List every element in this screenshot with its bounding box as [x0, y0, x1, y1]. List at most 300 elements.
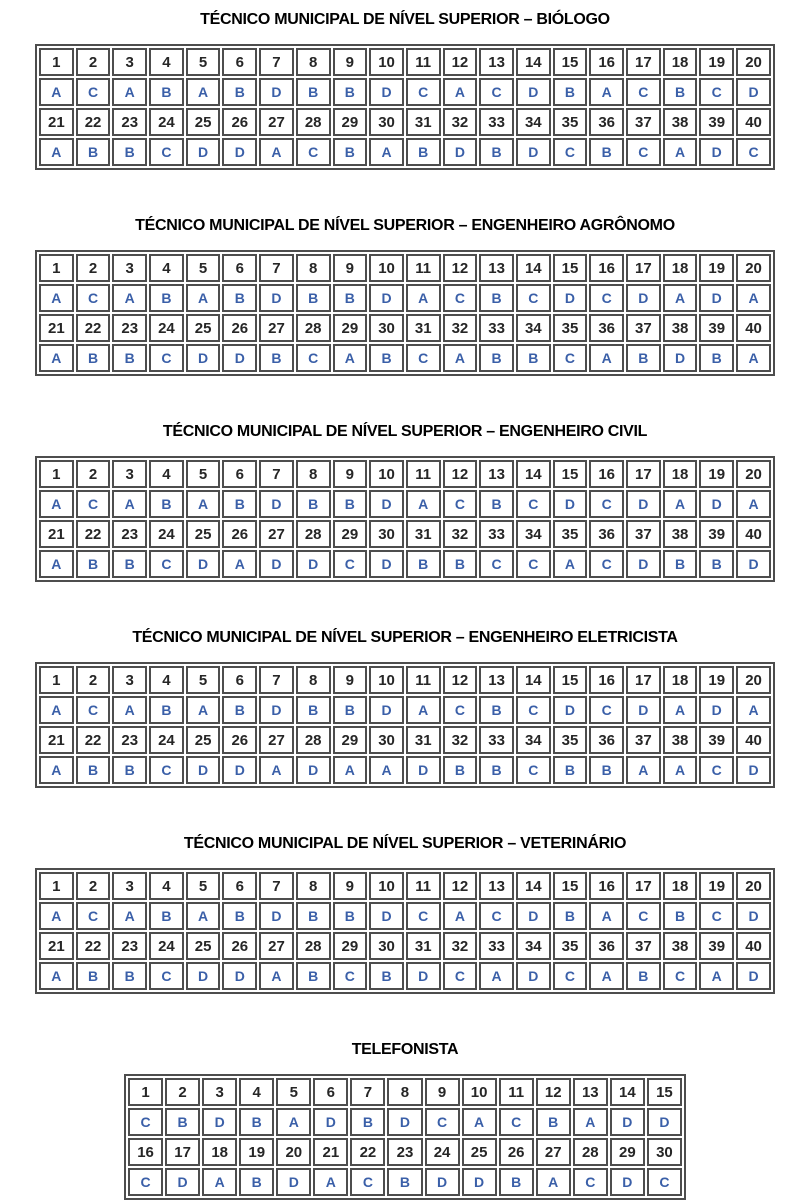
question-number-cell: 40	[736, 932, 771, 960]
answer-letter-cell: D	[610, 1168, 645, 1196]
question-number-cell: 14	[516, 460, 551, 488]
answer-letter-cell: B	[296, 284, 331, 312]
answer-letter-row	[39, 490, 771, 518]
answer-letter-cell: D	[736, 902, 771, 930]
answer-letter-cell: B	[663, 550, 698, 578]
answer-key-section	[0, 216, 810, 376]
answer-letter-cell: A	[39, 550, 74, 578]
answer-letter-cell: D	[699, 284, 734, 312]
answer-letter-cell: A	[202, 1168, 237, 1196]
question-number-row	[128, 1138, 682, 1166]
answer-letter-cell: D	[516, 138, 551, 166]
answer-letter-cell: D	[699, 696, 734, 724]
question-number-cell: 29	[610, 1138, 645, 1166]
answer-letter-cell: A	[186, 490, 221, 518]
question-number-cell: 15	[647, 1078, 682, 1106]
answer-letter-cell: C	[296, 138, 331, 166]
answer-table	[35, 44, 775, 170]
question-number-cell: 38	[663, 314, 698, 342]
answer-letter-cell: B	[479, 696, 514, 724]
question-number-cell: 40	[736, 726, 771, 754]
answer-letter-row	[39, 902, 771, 930]
question-number-cell: 13	[479, 666, 514, 694]
question-number-cell: 9	[425, 1078, 460, 1106]
question-number-cell: 21	[39, 108, 74, 136]
answer-letter-cell: D	[406, 756, 441, 784]
question-number-cell: 15	[553, 254, 588, 282]
answer-letter-cell: B	[333, 138, 368, 166]
question-number-cell: 10	[369, 48, 404, 76]
question-number-cell: 7	[350, 1078, 385, 1106]
question-number-cell: 31	[406, 726, 441, 754]
question-number-cell: 27	[259, 314, 294, 342]
question-number-cell: 17	[626, 460, 661, 488]
question-number-cell: 4	[239, 1078, 274, 1106]
question-number-cell: 9	[333, 254, 368, 282]
question-number-cell: 24	[149, 108, 184, 136]
question-number-cell: 10	[369, 666, 404, 694]
question-number-cell: 16	[589, 872, 624, 900]
question-number-cell: 30	[647, 1138, 682, 1166]
answer-letter-cell: A	[112, 490, 147, 518]
question-number-cell: 27	[259, 932, 294, 960]
question-number-cell: 23	[112, 108, 147, 136]
answer-table	[35, 868, 775, 994]
answer-letter-row	[39, 344, 771, 372]
answer-letter-cell: A	[39, 490, 74, 518]
answer-letter-cell: C	[296, 344, 331, 372]
answer-letter-cell: A	[443, 902, 478, 930]
question-number-cell: 33	[479, 108, 514, 136]
question-number-cell: 10	[369, 460, 404, 488]
question-number-cell: 31	[406, 314, 441, 342]
answer-letter-cell: A	[536, 1168, 571, 1196]
answer-letter-cell: A	[589, 962, 624, 990]
question-number-cell: 23	[112, 932, 147, 960]
answer-table	[124, 1074, 686, 1200]
answer-letter-cell: C	[553, 138, 588, 166]
answer-letter-cell: A	[589, 902, 624, 930]
question-number-cell: 14	[516, 872, 551, 900]
answer-letter-cell: C	[499, 1108, 534, 1136]
answer-letter-cell: C	[149, 962, 184, 990]
section-title: TÉCNICO MUNICIPAL DE NÍVEL SUPERIOR – ENGENHEIRO ELETRICISTA	[132, 629, 678, 646]
question-number-cell: 7	[259, 48, 294, 76]
question-number-cell: 40	[736, 314, 771, 342]
answer-letter-cell: C	[443, 490, 478, 518]
section-title: TELEFONISTA	[351, 1041, 459, 1058]
question-number-cell: 2	[76, 254, 111, 282]
question-number-cell: 3	[112, 48, 147, 76]
question-number-cell: 35	[553, 932, 588, 960]
answer-letter-cell: A	[276, 1108, 311, 1136]
answer-letter-cell: D	[443, 138, 478, 166]
question-number-cell: 15	[553, 48, 588, 76]
answer-letter-cell: A	[736, 344, 771, 372]
question-number-row	[39, 48, 771, 76]
question-number-cell: 27	[259, 520, 294, 548]
question-number-cell: 30	[369, 108, 404, 136]
answer-letter-cell: C	[406, 344, 441, 372]
answer-letter-cell: D	[222, 756, 257, 784]
question-number-cell: 39	[699, 108, 734, 136]
answer-letter-cell: C	[699, 78, 734, 106]
answer-letter-cell: B	[443, 550, 478, 578]
question-number-cell: 4	[149, 48, 184, 76]
answer-letter-cell: B	[333, 78, 368, 106]
question-number-cell: 9	[333, 666, 368, 694]
answer-letter-cell: A	[186, 78, 221, 106]
question-number-cell: 4	[149, 254, 184, 282]
question-number-cell: 2	[165, 1078, 200, 1106]
question-number-cell: 18	[663, 666, 698, 694]
question-number-cell: 14	[610, 1078, 645, 1106]
question-number-cell: 36	[589, 932, 624, 960]
question-number-cell: 32	[443, 108, 478, 136]
question-number-cell: 1	[39, 48, 74, 76]
answer-letter-cell: A	[462, 1108, 497, 1136]
question-number-cell: 16	[589, 254, 624, 282]
question-number-cell: 4	[149, 872, 184, 900]
answer-letter-cell: C	[128, 1168, 163, 1196]
question-number-cell: 29	[333, 314, 368, 342]
question-number-cell: 5	[276, 1078, 311, 1106]
question-number-cell: 40	[736, 520, 771, 548]
answer-letter-cell: B	[239, 1168, 274, 1196]
question-number-cell: 27	[536, 1138, 571, 1166]
answer-letter-cell: C	[626, 78, 661, 106]
answer-letter-cell: D	[165, 1168, 200, 1196]
answer-table	[35, 662, 775, 788]
question-number-cell: 31	[406, 108, 441, 136]
answer-letter-cell: D	[663, 344, 698, 372]
answer-letter-cell: D	[736, 962, 771, 990]
question-number-cell: 37	[626, 726, 661, 754]
answer-letter-cell: C	[516, 756, 551, 784]
question-number-cell: 21	[39, 726, 74, 754]
answer-letter-cell: A	[39, 138, 74, 166]
question-number-cell: 6	[222, 666, 257, 694]
question-number-cell: 34	[516, 108, 551, 136]
question-number-cell: 13	[479, 48, 514, 76]
answer-letter-cell: A	[573, 1108, 608, 1136]
question-number-cell: 35	[553, 520, 588, 548]
answer-letter-cell: B	[663, 902, 698, 930]
answer-letter-cell: B	[296, 902, 331, 930]
question-number-cell: 20	[736, 254, 771, 282]
answer-letter-cell: A	[663, 490, 698, 518]
answer-key-section	[0, 834, 810, 994]
answer-letter-cell: A	[406, 696, 441, 724]
question-number-cell: 7	[259, 666, 294, 694]
answer-letter-cell: A	[333, 756, 368, 784]
question-number-cell: 18	[663, 460, 698, 488]
question-number-cell: 5	[186, 254, 221, 282]
answer-letter-cell: C	[149, 550, 184, 578]
question-number-cell: 3	[202, 1078, 237, 1106]
question-number-cell: 18	[663, 254, 698, 282]
question-number-cell: 25	[186, 932, 221, 960]
question-number-row	[39, 726, 771, 754]
answer-letter-cell: D	[276, 1168, 311, 1196]
answer-letter-cell: D	[186, 344, 221, 372]
question-number-cell: 9	[333, 48, 368, 76]
answer-letter-cell: D	[202, 1108, 237, 1136]
answer-letter-cell: C	[516, 490, 551, 518]
answer-letter-cell: B	[296, 696, 331, 724]
question-number-cell: 27	[259, 108, 294, 136]
answer-letter-cell: B	[149, 490, 184, 518]
answer-letter-cell: A	[736, 490, 771, 518]
question-number-cell: 22	[350, 1138, 385, 1166]
answer-letter-cell: D	[516, 962, 551, 990]
answer-letter-cell: C	[425, 1108, 460, 1136]
answer-letter-cell: A	[39, 284, 74, 312]
question-number-cell: 36	[589, 520, 624, 548]
answer-letter-cell: D	[736, 550, 771, 578]
answer-letter-cell: B	[149, 902, 184, 930]
answer-letter-cell: B	[259, 344, 294, 372]
answer-letter-cell: D	[406, 962, 441, 990]
question-number-cell: 20	[736, 666, 771, 694]
answer-key-section	[0, 10, 810, 170]
question-number-cell: 13	[573, 1078, 608, 1106]
question-number-cell: 40	[736, 108, 771, 136]
question-number-cell: 23	[112, 726, 147, 754]
question-number-cell: 2	[76, 666, 111, 694]
answer-letter-cell: B	[333, 284, 368, 312]
question-number-cell: 3	[112, 872, 147, 900]
answer-letter-cell: A	[663, 138, 698, 166]
answer-letter-cell: C	[406, 902, 441, 930]
answer-letter-cell: B	[387, 1168, 422, 1196]
answer-letter-cell: A	[39, 962, 74, 990]
question-number-cell: 10	[369, 872, 404, 900]
answer-letter-cell: C	[626, 902, 661, 930]
question-number-cell: 16	[128, 1138, 163, 1166]
question-number-cell: 11	[406, 872, 441, 900]
question-number-cell: 22	[76, 108, 111, 136]
question-number-cell: 30	[369, 520, 404, 548]
question-number-cell: 10	[462, 1078, 497, 1106]
answer-letter-cell: C	[553, 962, 588, 990]
answer-letter-cell: D	[626, 284, 661, 312]
question-number-cell: 17	[626, 666, 661, 694]
question-number-cell: 39	[699, 932, 734, 960]
question-number-cell: 35	[553, 726, 588, 754]
answer-key-section	[0, 628, 810, 788]
answer-letter-cell: A	[406, 490, 441, 518]
answer-letter-cell: D	[626, 696, 661, 724]
answer-letter-cell: B	[296, 490, 331, 518]
question-number-cell: 36	[589, 726, 624, 754]
answer-letter-cell: C	[333, 550, 368, 578]
question-number-cell: 26	[222, 520, 257, 548]
question-number-cell: 25	[186, 108, 221, 136]
question-number-row	[39, 872, 771, 900]
answer-letter-cell: B	[149, 78, 184, 106]
question-number-cell: 15	[553, 460, 588, 488]
question-number-cell: 8	[296, 666, 331, 694]
question-number-cell: 12	[443, 254, 478, 282]
question-number-cell: 10	[369, 254, 404, 282]
answer-letter-cell: C	[589, 284, 624, 312]
answer-letter-cell: A	[369, 756, 404, 784]
answer-letter-cell: C	[626, 138, 661, 166]
question-number-cell: 6	[222, 872, 257, 900]
question-number-cell: 1	[39, 254, 74, 282]
answer-letter-cell: C	[516, 696, 551, 724]
question-number-cell: 8	[296, 460, 331, 488]
question-number-cell: 19	[699, 460, 734, 488]
question-number-cell: 28	[296, 726, 331, 754]
answer-table-body	[39, 666, 771, 784]
question-number-cell: 1	[39, 872, 74, 900]
answer-letter-cell: B	[296, 78, 331, 106]
question-number-cell: 13	[479, 872, 514, 900]
answer-letter-cell: C	[573, 1168, 608, 1196]
answer-letter-cell: B	[296, 962, 331, 990]
answer-letter-cell: B	[663, 78, 698, 106]
answer-letter-cell: B	[699, 550, 734, 578]
question-number-cell: 2	[76, 460, 111, 488]
answer-letter-cell: D	[369, 550, 404, 578]
question-number-row	[128, 1078, 682, 1106]
question-number-cell: 28	[573, 1138, 608, 1166]
answer-letter-cell: D	[259, 490, 294, 518]
answer-letter-cell: B	[76, 962, 111, 990]
answer-letter-cell: D	[186, 756, 221, 784]
answer-letter-cell: D	[736, 756, 771, 784]
question-number-cell: 4	[149, 666, 184, 694]
answer-letter-cell: C	[647, 1168, 682, 1196]
question-number-cell: 16	[589, 48, 624, 76]
question-number-row	[39, 460, 771, 488]
question-number-cell: 31	[406, 932, 441, 960]
question-number-cell: 9	[333, 460, 368, 488]
question-number-cell: 33	[479, 932, 514, 960]
answer-letter-cell: D	[222, 962, 257, 990]
question-number-row	[39, 666, 771, 694]
answer-letter-cell: B	[76, 550, 111, 578]
answer-letter-cell: C	[443, 284, 478, 312]
question-number-cell: 2	[76, 872, 111, 900]
question-number-cell: 24	[149, 726, 184, 754]
answer-letter-cell: A	[39, 756, 74, 784]
question-number-cell: 27	[259, 726, 294, 754]
question-number-cell: 5	[186, 460, 221, 488]
question-number-cell: 26	[222, 108, 257, 136]
answer-letter-cell: B	[222, 490, 257, 518]
question-number-cell: 37	[626, 932, 661, 960]
answer-letter-cell: B	[479, 138, 514, 166]
answer-table-body	[39, 254, 771, 372]
question-number-row	[39, 108, 771, 136]
answer-letter-cell: B	[369, 344, 404, 372]
question-number-cell: 12	[443, 666, 478, 694]
question-number-cell: 32	[443, 314, 478, 342]
question-number-cell: 12	[443, 460, 478, 488]
question-number-cell: 11	[406, 48, 441, 76]
question-number-cell: 3	[112, 460, 147, 488]
question-number-cell: 37	[626, 108, 661, 136]
question-number-cell: 1	[128, 1078, 163, 1106]
question-number-cell: 38	[663, 932, 698, 960]
answer-table-body	[39, 460, 771, 578]
answer-letter-cell: B	[699, 344, 734, 372]
question-number-cell: 21	[39, 520, 74, 548]
answer-letter-cell: C	[589, 550, 624, 578]
answer-letter-cell: C	[443, 962, 478, 990]
answer-letter-cell: B	[626, 962, 661, 990]
answer-letter-cell: C	[479, 78, 514, 106]
answer-letter-cell: C	[406, 78, 441, 106]
answer-letter-cell: B	[553, 902, 588, 930]
question-number-cell: 9	[333, 872, 368, 900]
answer-letter-cell: A	[39, 78, 74, 106]
answer-letter-cell: B	[333, 490, 368, 518]
answer-letter-cell: A	[736, 696, 771, 724]
answer-letter-cell: A	[443, 78, 478, 106]
question-number-cell: 22	[76, 520, 111, 548]
question-number-cell: 14	[516, 48, 551, 76]
question-number-cell: 22	[76, 726, 111, 754]
answer-letter-cell: B	[112, 550, 147, 578]
answer-letter-cell: D	[516, 902, 551, 930]
question-number-cell: 8	[296, 254, 331, 282]
question-number-cell: 8	[296, 48, 331, 76]
question-number-cell: 12	[443, 48, 478, 76]
question-number-cell: 7	[259, 872, 294, 900]
question-number-cell: 22	[76, 932, 111, 960]
answer-letter-cell: A	[589, 344, 624, 372]
question-number-cell: 20	[736, 872, 771, 900]
answer-letter-cell: D	[369, 696, 404, 724]
answer-letter-cell: D	[369, 78, 404, 106]
question-number-cell: 30	[369, 726, 404, 754]
answer-letter-cell: C	[333, 962, 368, 990]
answer-letter-row	[128, 1168, 682, 1196]
answer-letter-cell: A	[222, 550, 257, 578]
question-number-row	[39, 520, 771, 548]
question-number-cell: 5	[186, 872, 221, 900]
answer-letter-cell: A	[259, 962, 294, 990]
question-number-cell: 24	[149, 520, 184, 548]
answer-letter-cell: D	[610, 1108, 645, 1136]
question-number-cell: 24	[425, 1138, 460, 1166]
question-number-cell: 5	[186, 48, 221, 76]
answer-letter-cell: C	[350, 1168, 385, 1196]
question-number-cell: 18	[663, 48, 698, 76]
answer-letter-cell: C	[443, 696, 478, 724]
question-number-cell: 16	[589, 666, 624, 694]
answer-key-section	[0, 1040, 810, 1200]
answer-letter-row	[39, 696, 771, 724]
question-number-cell: 38	[663, 520, 698, 548]
answer-letter-cell: B	[479, 344, 514, 372]
answer-letter-cell: B	[479, 490, 514, 518]
question-number-cell: 33	[479, 726, 514, 754]
answer-letter-cell: A	[186, 696, 221, 724]
question-number-cell: 37	[626, 520, 661, 548]
answer-letter-cell: D	[259, 550, 294, 578]
question-number-cell: 15	[553, 666, 588, 694]
answer-key-section	[0, 422, 810, 582]
answer-letter-cell: D	[296, 756, 331, 784]
question-number-cell: 23	[112, 314, 147, 342]
question-number-cell: 23	[112, 520, 147, 548]
answer-letter-cell: A	[663, 696, 698, 724]
